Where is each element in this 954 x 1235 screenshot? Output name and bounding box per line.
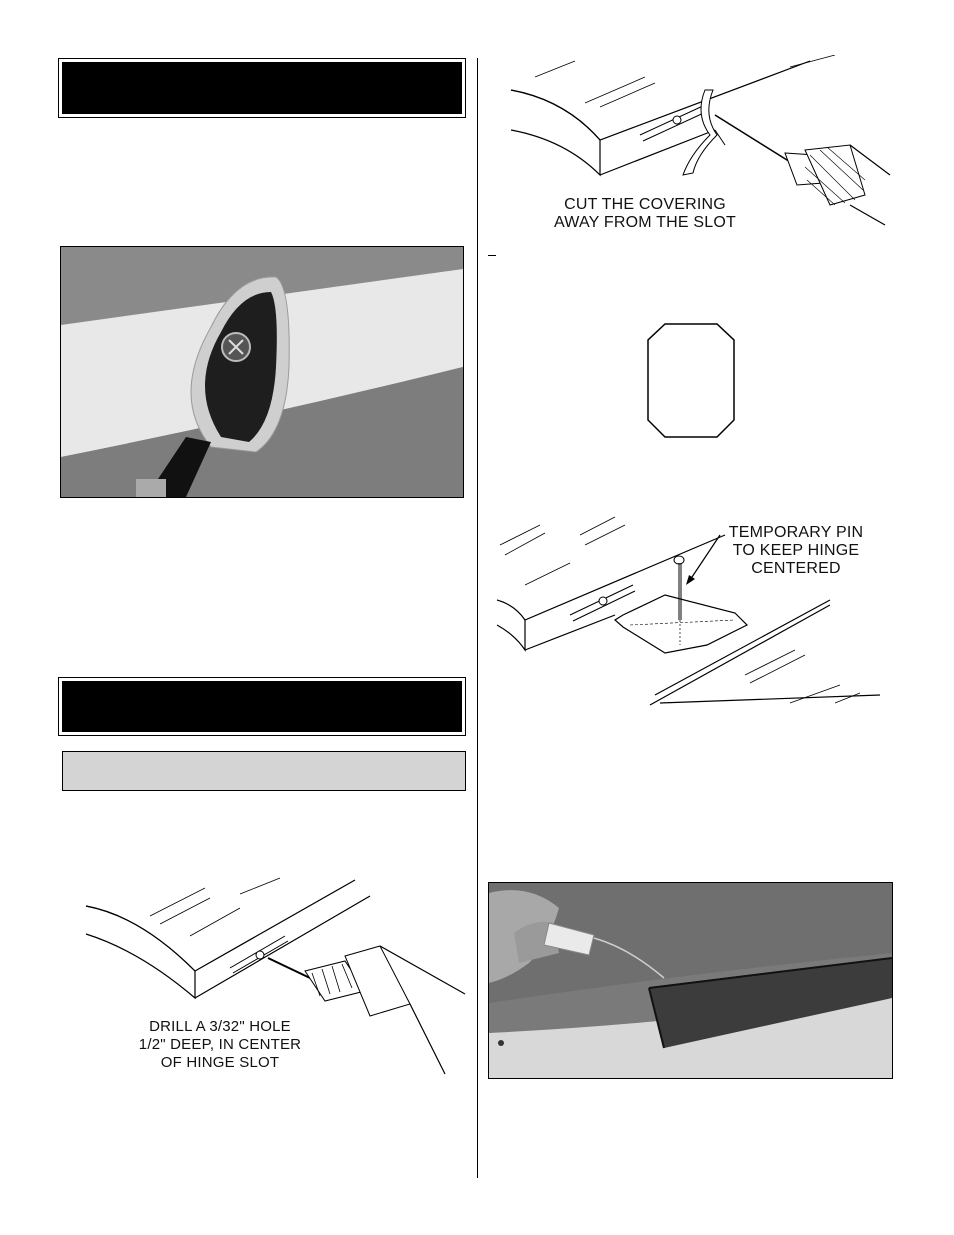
photo-glue-application: [488, 882, 893, 1079]
temporary-pin-caption-line-1: TEMPORARY PIN: [728, 524, 864, 541]
drill-hole-caption-line-1: DRILL A 3/32" HOLE: [149, 1018, 291, 1035]
drill-hole-caption-line-3: OF HINGE SLOT: [160, 1054, 280, 1071]
small-mark: [488, 255, 496, 256]
drill-hole-caption-line-2: 1/2" DEEP, IN CENTER: [138, 1036, 302, 1053]
column-divider: [477, 58, 478, 1178]
drill-hole-caption: [120, 1018, 320, 1072]
cut-covering-caption: [540, 196, 750, 232]
cut-covering-caption-line-1: CUT THE COVERING: [564, 196, 726, 213]
hinge-outline: [645, 322, 737, 440]
photo-iron-on-wing: [60, 246, 464, 498]
subsection-banner: [62, 751, 466, 791]
section-banner-middle: [62, 681, 462, 732]
cut-covering-caption-line-2: AWAY FROM THE SLOT: [554, 214, 736, 231]
temporary-pin-caption-line-2: TO KEEP HINGE: [732, 542, 860, 559]
temporary-pin-caption: [718, 524, 874, 578]
temporary-pin-caption-line-3: CENTERED: [751, 560, 841, 577]
section-banner-top: [62, 62, 462, 114]
